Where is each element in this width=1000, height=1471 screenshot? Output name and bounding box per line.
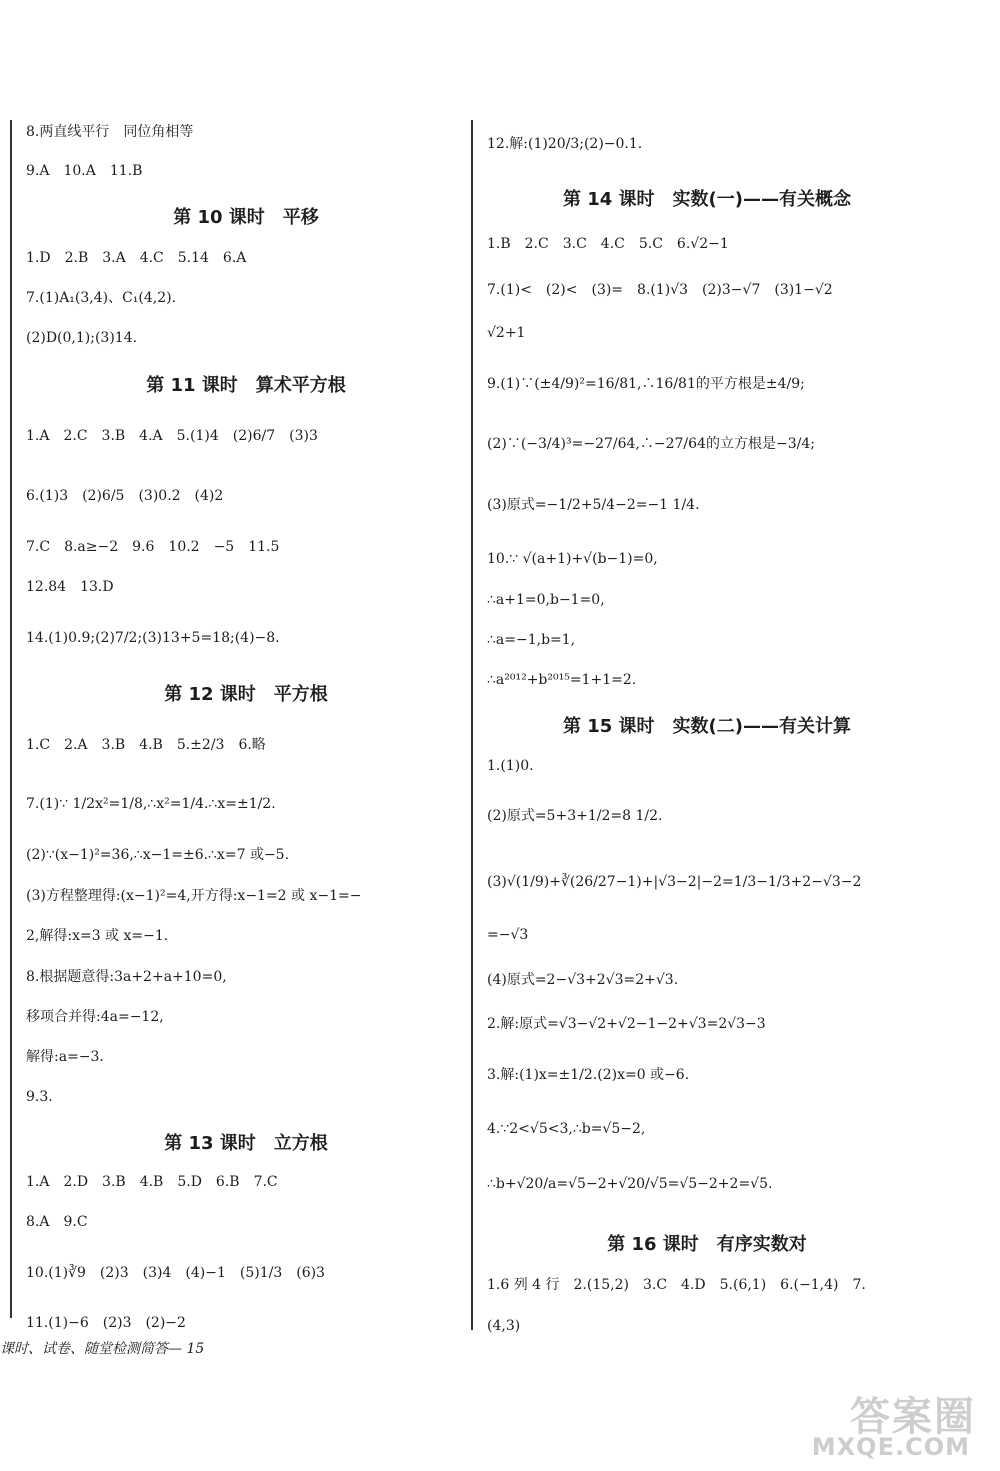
- watermark-url: MXQE.COM: [811, 1433, 970, 1461]
- answer-line: 1.A 2.D 3.B 4.B 5.D 6.B 7.C: [26, 1174, 278, 1190]
- section-heading: 第 14 课时 实数(一)——有关概念: [562, 189, 852, 210]
- answer-line: 3.解:(1)x=±1/2.(2)x=0 或−6.: [487, 1067, 690, 1083]
- answer-line: (3)原式=−1/2+5/4−2=−1 1/4.: [487, 497, 700, 513]
- answer-line: ∴b+√20/a=√5−2+√20/√5=√5−2+2=√5.: [487, 1176, 773, 1192]
- answer-line: (2)∵(x−1)²=36,∴x−1=±6.∴x=7 或−5.: [26, 847, 290, 863]
- watermark-logo-text: 答案圈: [850, 1394, 976, 1440]
- answer-line: (3)√(1/9)+∛(26/27−1)+|√3−2|−2=1/3−1/3+2−√3−2: [487, 874, 862, 890]
- answer-line: 8.根据题意得:3a+2+a+10=0,: [26, 969, 227, 985]
- answer-line: 移项合并得:4a=−12,: [26, 1009, 164, 1025]
- section-heading: 第 15 课时 实数(二)——有关计算: [562, 716, 852, 737]
- answer-line: (4,3): [487, 1318, 521, 1334]
- right-column: [487, 0, 982, 1340]
- answer-line: 9.A 10.A 11.B: [26, 163, 143, 179]
- answer-line: ∴a+1=0,b−1=0,: [487, 592, 605, 608]
- answer-line: 10.(1)∛9 (2)3 (3)4 (4)−1 (5)1/3 (6)3: [26, 1265, 325, 1281]
- answer-line: 1.(1)0.: [487, 758, 534, 774]
- answer-line: 12.84 13.D: [26, 579, 114, 595]
- answer-line: 10.∵ √(a+1)+√(b−1)=0,: [487, 551, 658, 567]
- answer-line: 7.C 8.a≥−2 9.6 10.2 −5 11.5: [26, 539, 280, 555]
- answer-line: 14.(1)0.9;(2)7/2;(3)13+5=18;(4)−8.: [26, 630, 280, 646]
- answer-line: 2.解:原式=√3−√2+√2−1−2+√3=2√3−3: [487, 1016, 766, 1032]
- section-heading: 第 11 课时 算术平方根: [146, 375, 346, 396]
- answer-line: 2,解得:x=3 或 x=−1.: [26, 928, 169, 944]
- answer-line: 8.两直线平行 同位角相等: [26, 124, 194, 140]
- answer-line: (2)原式=5+3+1/2=8 1/2.: [487, 808, 663, 824]
- page-footer: 课时、试卷、随堂检测简答— 15: [0, 1341, 205, 1357]
- answer-line: 1.B 2.C 3.C 4.C 5.C 6.√2−1: [487, 236, 729, 252]
- answer-line: 7.(1)A₁(3,4)、C₁(4,2).: [26, 290, 177, 306]
- answer-line: =−√3: [487, 927, 529, 943]
- section-heading: 第 16 课时 有序实数对: [607, 1234, 807, 1255]
- answer-line: 4.∵2<√5<3,∴b=√5−2,: [487, 1121, 646, 1137]
- answer-line: √2+1: [487, 325, 526, 341]
- column-divider-rule: [471, 120, 473, 1330]
- left-margin-rule: [10, 120, 12, 1318]
- answer-line: 7.(1)< (2)< (3)= 8.(1)√3 (2)3−√7 (3)1−√2: [487, 282, 833, 298]
- answer-line: 9.3.: [26, 1089, 53, 1105]
- section-heading: 第 10 课时 平移: [173, 207, 319, 228]
- answer-line: 12.解:(1)20/3;(2)−0.1.: [487, 136, 643, 152]
- answer-line: 8.A 9.C: [26, 1214, 88, 1230]
- section-heading: 第 12 课时 平方根: [164, 684, 328, 705]
- left-column: [26, 0, 466, 1330]
- answer-line: 7.(1)∵ 1/2x²=1/8,∴x²=1/4.∴x=±1/2.: [26, 796, 276, 812]
- answer-line: 9.(1)∵(±4/9)²=16/81,∴16/81的平方根是±4/9;: [487, 376, 805, 392]
- answer-line: 1.D 2.B 3.A 4.C 5.14 6.A: [26, 250, 247, 266]
- answer-line: ∴a=−1,b=1,: [487, 632, 576, 648]
- answer-line: (3)方程整理得:(x−1)²=4,开方得:x−1=2 或 x−1=−: [26, 888, 362, 904]
- watermark: [752, 1385, 982, 1465]
- answer-line: 6.(1)3 (2)6/5 (3)0.2 (4)2: [26, 488, 224, 504]
- answer-line: 11.(1)−6 (2)3 (2)−2: [26, 1315, 186, 1331]
- answer-line: 1.6 列 4 行 2.(15,2) 3.C 4.D 5.(6,1) 6.(−1,4) 7.: [487, 1277, 866, 1293]
- answer-line: 解得:a=−3.: [26, 1049, 104, 1065]
- answer-line: (2)∵(−3/4)³=−27/64,∴−27/64的立方根是−3/4;: [487, 436, 815, 452]
- answer-line: (4)原式=2−√3+2√3=2+√3.: [487, 972, 679, 988]
- answer-line: 1.A 2.C 3.B 4.A 5.(1)4 (2)6/7 (3)3: [26, 428, 318, 444]
- answer-line: (2)D(0,1);(3)14.: [26, 330, 138, 346]
- answer-line: ∴a²⁰¹²+b²⁰¹⁵=1+1=2.: [487, 672, 637, 688]
- answer-line: 1.C 2.A 3.B 4.B 5.±2/3 6.略: [26, 737, 266, 753]
- section-heading: 第 13 课时 立方根: [164, 1133, 328, 1154]
